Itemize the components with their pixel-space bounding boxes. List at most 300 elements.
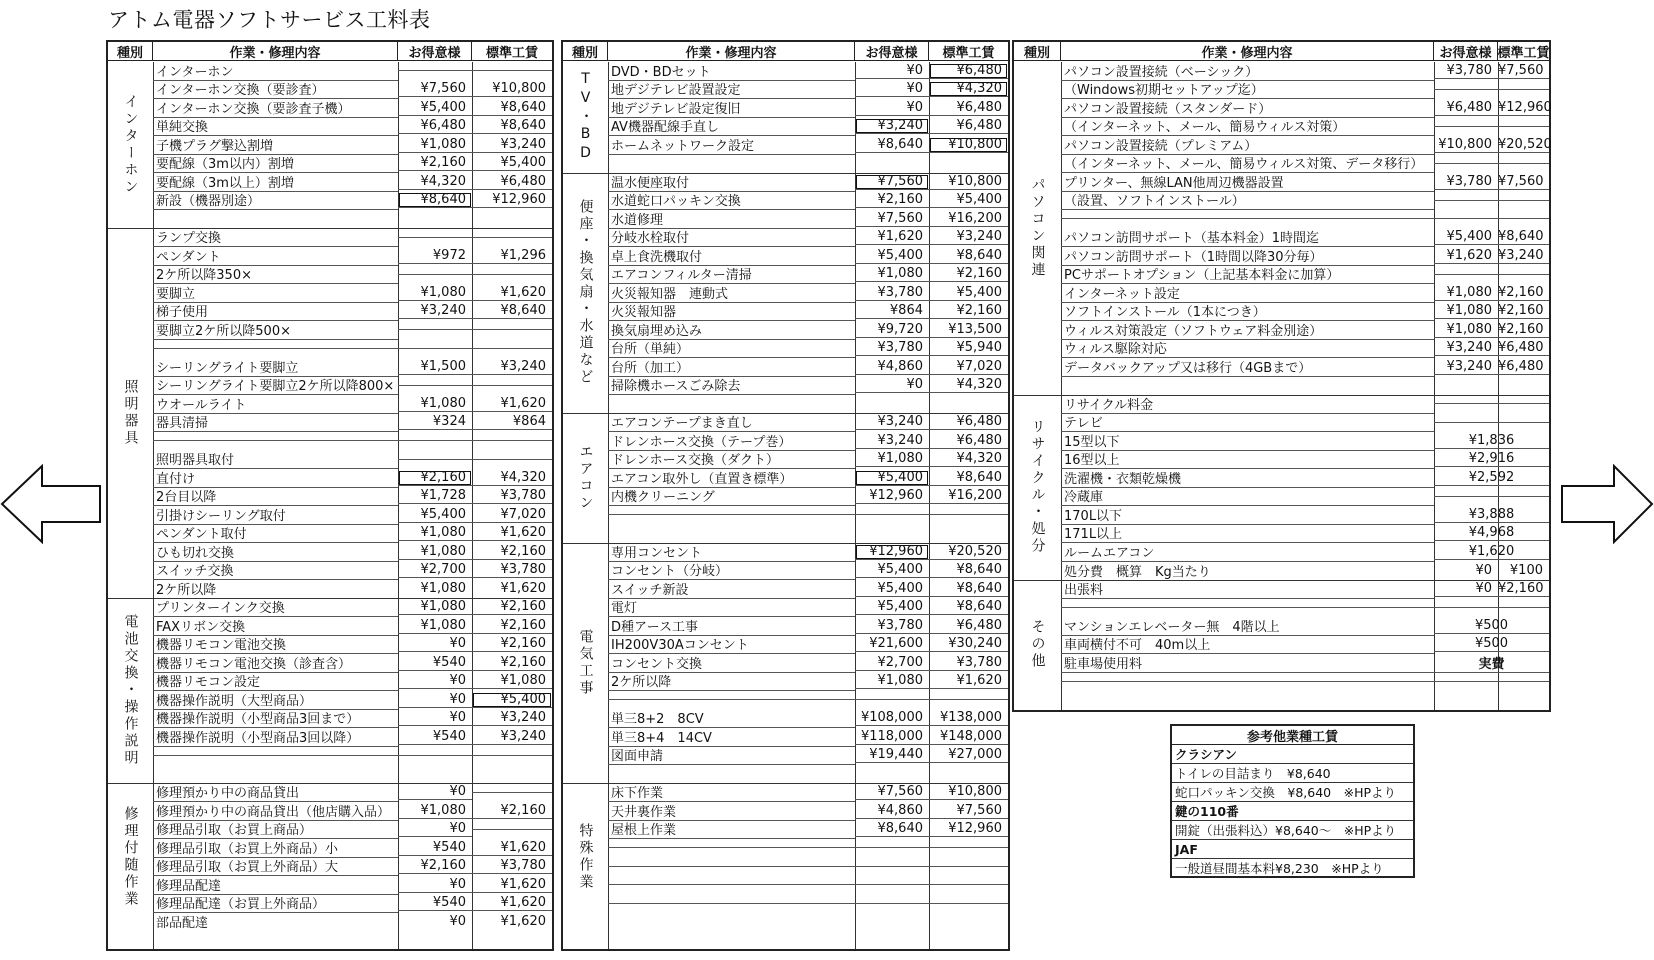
- table-body: [108, 62, 552, 950]
- reference-row: 鍵の110番: [1172, 802, 1413, 821]
- table-row: [608, 302, 1008, 321]
- table-row: [153, 617, 552, 636]
- standard-price: [472, 70, 552, 71]
- table-row: [608, 820, 1008, 839]
- service-name: （設置、ソフトインストール）: [1061, 190, 1434, 210]
- service-name: 駐車場使用料: [1061, 653, 1434, 673]
- standard-price: ¥13,500: [929, 322, 1008, 338]
- member-price: ¥324: [398, 414, 472, 430]
- member-price: ¥12,960: [855, 544, 929, 560]
- table-row: [1061, 617, 1549, 636]
- section-label: [108, 783, 153, 931]
- member-price: [1434, 126, 1498, 127]
- service-name: 地デジテレビ設置設定: [608, 79, 855, 99]
- standard-price: ¥3,780: [472, 488, 552, 504]
- section-label-text: インターホン: [122, 93, 139, 196]
- service-name: [608, 884, 855, 885]
- table-row: [608, 635, 1008, 654]
- standard-price: ¥20,520: [929, 544, 1008, 560]
- standard-price: [472, 274, 552, 275]
- member-price: ¥3,780: [1434, 63, 1498, 79]
- table-row: [153, 598, 552, 617]
- member-price: ¥540: [398, 895, 472, 911]
- member-price: ¥5,400: [855, 470, 929, 486]
- table-row: [608, 487, 1008, 506]
- header-content: 作業・修理内容: [608, 42, 855, 60]
- table-row: [153, 506, 552, 525]
- section-label: [563, 62, 608, 173]
- service-name: 170L以下: [1061, 505, 1434, 525]
- table-row: [1061, 80, 1549, 99]
- standard-price: ¥2,160: [929, 266, 1008, 282]
- header-member-price: お得意様: [398, 42, 472, 60]
- service-name: DVD・BDセット: [608, 61, 855, 81]
- table-row: [153, 876, 552, 895]
- member-price: ¥2,160: [398, 858, 472, 874]
- table-row: [1061, 154, 1549, 173]
- service-name: エアコンテープまき直し: [608, 412, 855, 432]
- table-row: [608, 265, 1008, 284]
- member-price: ¥1,080: [855, 673, 929, 689]
- table-row: [1061, 487, 1549, 506]
- service-name: 要配線（3m以上）割増: [153, 172, 398, 192]
- header-standard-price: 標準工賃: [1497, 45, 1550, 61]
- service-name: 車両横付不可 40m以上: [1061, 634, 1434, 654]
- standard-price: ¥8,640: [1498, 229, 1549, 245]
- standard-price: ¥6,480: [929, 414, 1008, 430]
- service-name: ウィルス駆除対応: [1061, 338, 1434, 358]
- member-price: ¥0: [398, 636, 472, 652]
- table-row: [1061, 62, 1549, 81]
- table-row: [1061, 210, 1549, 229]
- standard-price: ¥4,320: [929, 377, 1008, 393]
- arrow-right-icon[interactable]: [1560, 464, 1654, 544]
- price-merged: [1434, 403, 1549, 404]
- service-name: 照明器具取付: [153, 449, 398, 469]
- header-type: 種別: [1014, 42, 1061, 60]
- table-row: [153, 321, 552, 340]
- standard-price: ¥3,240: [472, 710, 552, 726]
- member-price: ¥2,160: [398, 155, 472, 171]
- standard-price: ¥1,620: [500, 914, 546, 930]
- service-name: ソフトインストール（1本につき）: [1061, 301, 1434, 321]
- table-row: [608, 876, 1008, 895]
- member-price: ¥5,400: [855, 562, 929, 578]
- standard-price: ¥3,240: [929, 229, 1008, 245]
- section: [563, 413, 1008, 544]
- member-price: ¥21,600: [855, 636, 929, 652]
- table-row: [153, 857, 552, 876]
- standard-price: [1498, 126, 1549, 127]
- member-price: [398, 459, 472, 460]
- section-label: [108, 598, 153, 783]
- price-merged: 実費: [1434, 653, 1549, 673]
- standard-price: [472, 829, 552, 830]
- standard-price: ¥2,160: [472, 803, 552, 819]
- member-price: ¥3,240: [1434, 359, 1498, 375]
- service-name: 16型以上: [1061, 449, 1434, 469]
- member-price: ¥1,080: [398, 525, 472, 541]
- section-label-text: 特殊作業: [577, 823, 594, 891]
- member-price: [855, 699, 929, 700]
- standard-price: ¥12,960: [472, 192, 552, 208]
- table-row: [153, 191, 552, 210]
- service-name: ペンダント: [153, 246, 398, 266]
- section-label: [1014, 580, 1061, 710]
- service-name: プリンターインク交換: [153, 597, 398, 617]
- table-row: [608, 506, 1008, 525]
- service-name: スイッチ新設: [608, 579, 855, 599]
- service-name: 要配線（3m以内）割増: [153, 153, 398, 173]
- member-price: ¥1,080: [855, 266, 929, 282]
- standard-price: ¥10,800: [472, 81, 552, 97]
- service-name: 修理品引取（お買上外商品）大: [153, 856, 398, 876]
- member-price: ¥1,620: [1434, 248, 1498, 264]
- section: [1014, 395, 1549, 581]
- service-name: エアコンフィルター清掃: [608, 264, 855, 284]
- member-price: ¥7,560: [855, 174, 929, 190]
- service-name: 内機クリーニング: [608, 486, 855, 506]
- table-row: [608, 432, 1008, 451]
- service-name: 出張料: [1061, 579, 1434, 599]
- standard-price: [1498, 218, 1549, 219]
- table-row: [608, 561, 1008, 580]
- section: [108, 783, 552, 931]
- table-row: [153, 376, 552, 395]
- table-row: [608, 580, 1008, 599]
- member-price: ¥1,080: [1434, 303, 1498, 319]
- service-name: 2ケ所以降350×: [153, 264, 398, 284]
- standard-price: ¥7,560: [1498, 63, 1549, 79]
- price-merged: [1434, 422, 1549, 423]
- service-name: [1061, 607, 1434, 608]
- standard-price: ¥2,160: [472, 544, 552, 560]
- member-price: ¥1,080: [398, 803, 472, 819]
- member-price: ¥5,400: [398, 100, 472, 116]
- table-row: [608, 709, 1008, 728]
- standard-price: ¥8,640: [472, 100, 552, 116]
- service-name: パソコン訪問サポート（基本料金）1時間迄: [1061, 227, 1434, 247]
- section-label-text: リサイクル・処分: [1029, 419, 1046, 555]
- member-price: ¥0: [398, 821, 472, 837]
- service-name: コンセント交換: [608, 653, 855, 673]
- member-price: ¥4,860: [855, 803, 929, 819]
- service-name: FAXリボン交換: [153, 616, 398, 636]
- table-row: [153, 265, 552, 284]
- table-row: [153, 524, 552, 543]
- table-row: [153, 469, 552, 488]
- service-name: [1061, 681, 1434, 682]
- table-row: [608, 358, 1008, 377]
- section: [563, 173, 1008, 415]
- service-name: 要脚立: [153, 283, 398, 303]
- table-row: [153, 672, 552, 691]
- standard-price: ¥6,480: [929, 100, 1008, 116]
- member-price: ¥3,240: [855, 433, 929, 449]
- standard-price: ¥6,480: [929, 618, 1008, 634]
- service-name: 冷蔵庫: [1061, 486, 1434, 506]
- service-name: ひも切れ交換: [153, 542, 398, 562]
- header-member-price: お得意様: [1434, 42, 1498, 60]
- table-row: [1061, 376, 1549, 395]
- table-row: [1061, 580, 1549, 599]
- table-row: [608, 450, 1008, 469]
- member-price: ¥4,860: [855, 359, 929, 375]
- section: [563, 62, 1008, 174]
- table-row: [608, 654, 1008, 673]
- service-name: 修理品配達（お買上外商品）: [153, 893, 398, 913]
- table-row: [153, 99, 552, 118]
- header-standard-price: 標準工賃: [942, 45, 995, 61]
- standard-price: ¥4,320: [472, 470, 552, 486]
- service-name: [608, 847, 855, 848]
- table-row: [153, 302, 552, 321]
- standard-price: ¥6,480: [929, 433, 1008, 449]
- service-name: ランプ交換: [153, 227, 398, 247]
- table-row: [153, 691, 552, 710]
- table-row: [608, 894, 1008, 913]
- table-row: [1061, 672, 1549, 691]
- table-row: [153, 284, 552, 303]
- table-row: [1061, 99, 1552, 118]
- service-name: [608, 903, 855, 904]
- service-name: 洗濯機・衣類乾燥機: [1061, 468, 1434, 488]
- service-name: 天井裏作業: [608, 801, 855, 821]
- service-name: 台所（単純）: [608, 338, 855, 358]
- table-row: [153, 80, 552, 99]
- section: [1014, 580, 1549, 710]
- table-row: [608, 117, 1008, 136]
- table-row: [608, 62, 1008, 81]
- standard-price: ¥138,000: [929, 710, 1008, 726]
- member-price: ¥1,080: [1434, 285, 1498, 301]
- standard-price: ¥12,960: [929, 821, 1008, 837]
- service-name: 火災報知器 連動式: [608, 283, 855, 303]
- service-name: [608, 514, 855, 515]
- standard-price: ¥1,080: [472, 673, 552, 689]
- standard-price: ¥27,000: [929, 747, 1008, 763]
- price-merged: ¥3,888: [1434, 507, 1549, 523]
- standard-price: ¥6,480: [929, 63, 1008, 79]
- standard-price: ¥1,620: [472, 285, 552, 301]
- service-name: [153, 348, 398, 349]
- service-name: （インターネット、メール、簡易ウィルス対策）: [1061, 116, 1434, 136]
- service-name: シーリングライト要脚立: [153, 357, 398, 377]
- price-merged: ¥4,968: [1434, 525, 1549, 541]
- service-name: 2ケ所以降: [608, 671, 855, 691]
- table-row: [153, 746, 552, 765]
- table-row: [1061, 173, 1549, 192]
- standard-price: ¥1,620: [472, 396, 552, 412]
- price-merged: ¥1,620: [1434, 544, 1549, 560]
- price-merged: ¥500: [1434, 618, 1549, 634]
- table-row: [153, 173, 552, 192]
- member-price: ¥1,728: [398, 488, 472, 504]
- header-member-price: お得意様: [855, 42, 929, 60]
- service-name: 台所（加工）: [608, 357, 855, 377]
- member-price: ¥0: [855, 100, 929, 116]
- member-price: ¥10,800: [1434, 137, 1498, 153]
- standard-price: [929, 884, 1008, 885]
- member-price: [1434, 89, 1498, 90]
- standard-price: ¥4,320: [929, 451, 1008, 467]
- member-price: ¥8,640: [855, 821, 929, 837]
- standard-price: [472, 348, 552, 349]
- section-label-text: その他: [1029, 618, 1046, 670]
- table-row: [153, 765, 552, 784]
- standard-price: ¥10,800: [929, 137, 1008, 153]
- standard-price: [472, 385, 552, 386]
- member-price: ¥0: [398, 692, 472, 708]
- section: [108, 62, 552, 230]
- member-price: ¥0: [398, 673, 472, 689]
- table-row: [1061, 654, 1549, 673]
- table-body: [1014, 62, 1552, 711]
- member-price: ¥2,160: [398, 470, 472, 486]
- standard-price: ¥8,640: [472, 303, 552, 319]
- service-name: 分岐水栓取付: [608, 227, 855, 247]
- member-price: [1434, 200, 1498, 201]
- service-name: 修理品引取（お買上商品）: [153, 819, 398, 839]
- service-name: 修理預かり中の商品貸出: [153, 782, 398, 802]
- service-name: 新設（機器別途）: [153, 190, 398, 210]
- member-price: ¥3,780: [855, 618, 929, 634]
- table-row: [153, 820, 552, 839]
- member-price: [398, 440, 472, 441]
- table-row: [153, 487, 552, 506]
- service-name: AV機器配線手直し: [608, 116, 855, 136]
- member-price: ¥1,080: [398, 599, 472, 615]
- member-price: ¥3,240: [398, 303, 472, 319]
- service-name: リサイクル料金: [1061, 394, 1434, 414]
- standard-price: [1498, 681, 1549, 682]
- price-table-left: [106, 40, 554, 951]
- member-price: ¥7,560: [855, 211, 929, 227]
- table-row: [153, 247, 552, 266]
- reference-row: クラシアン: [1172, 745, 1413, 764]
- table-row: [1061, 598, 1549, 617]
- service-name: 換気扇埋め込み: [608, 320, 855, 340]
- table-row: [153, 709, 552, 728]
- header-content: 作業・修理内容: [1061, 42, 1434, 60]
- member-price: [855, 514, 929, 515]
- table-row: [153, 413, 552, 432]
- standard-price: ¥6,480: [472, 174, 552, 190]
- member-price: [1434, 607, 1498, 608]
- table-row: [608, 376, 1008, 395]
- service-name: [153, 440, 398, 441]
- standard-price: [1498, 607, 1549, 608]
- standard-price: [1498, 274, 1549, 275]
- member-price: [398, 274, 472, 275]
- table-row: [608, 746, 1008, 765]
- service-name: 単三8+4 14CV: [608, 727, 855, 747]
- service-name: IH200V30Aコンセント: [608, 634, 855, 654]
- member-price: ¥12,960: [855, 488, 929, 504]
- member-price: ¥0: [398, 710, 472, 726]
- standard-price: ¥2,160: [472, 599, 552, 615]
- table-row: [153, 580, 552, 599]
- service-name: ウィルス対策設定（ソフトウェア料金別途）: [1061, 320, 1434, 340]
- standard-price: ¥7,560: [929, 803, 1008, 819]
- member-price: ¥1,080: [398, 544, 472, 560]
- standard-price: [929, 699, 1008, 700]
- service-name: [1061, 218, 1434, 219]
- service-name: 梯子使用: [153, 301, 398, 321]
- member-price: [398, 385, 472, 386]
- table-row: [608, 154, 1008, 173]
- service-name: パソコン訪問サポート（1時間以降30分毎）: [1061, 246, 1434, 266]
- standard-price: [472, 792, 552, 793]
- standard-price: ¥2,160: [929, 303, 1008, 319]
- arrow-left-icon[interactable]: [0, 464, 102, 544]
- service-name: コンセント（分岐）: [608, 560, 855, 580]
- table-row: [153, 117, 552, 136]
- member-price: ¥1,080: [398, 285, 472, 301]
- standard-price: ¥3,240: [1498, 248, 1549, 264]
- service-name: 15型以下: [1061, 431, 1434, 451]
- member-price: ¥19,440: [855, 747, 929, 763]
- reference-row: トイレの目詰まり ¥8,640: [1172, 764, 1413, 783]
- member-price: ¥540: [398, 840, 472, 856]
- service-name: 水道蛇口パッキン交換: [608, 190, 855, 210]
- standard-price: [1498, 163, 1549, 164]
- standard-price: ¥7,020: [472, 507, 552, 523]
- standard-price: ¥8,640: [929, 599, 1008, 615]
- section-label-text: 電気工事: [577, 628, 594, 697]
- standard-price: ¥3,240: [472, 729, 552, 745]
- member-price: [1434, 274, 1498, 275]
- service-name: パソコン設置接続（プレミアム）: [1061, 135, 1434, 155]
- reference-row: JAF: [1172, 840, 1413, 859]
- service-name: インターホン: [153, 61, 398, 81]
- table-row: [608, 913, 1008, 932]
- table-row: [153, 358, 552, 377]
- standard-price: ¥16,200: [929, 211, 1008, 227]
- table-row: [1061, 321, 1549, 340]
- table-row: [608, 413, 1008, 432]
- member-price: ¥1,080: [855, 451, 929, 467]
- standard-price: ¥8,640: [929, 562, 1008, 578]
- table-row: [153, 635, 552, 654]
- standard-price: ¥6,480: [929, 118, 1008, 134]
- table-row: [608, 321, 1008, 340]
- member-price: ¥3,780: [1434, 174, 1498, 190]
- price-merged: ¥2,592: [1434, 470, 1549, 486]
- member-price: ¥0: [855, 377, 929, 393]
- standard-price: ¥1,620: [500, 581, 546, 597]
- price-table-right: [1012, 40, 1551, 712]
- member-price: [855, 903, 929, 904]
- member-price: ¥1,080: [398, 396, 472, 412]
- price-merged: ¥2,916: [1434, 451, 1549, 467]
- member-price: ¥864: [855, 303, 929, 319]
- section-label: [108, 62, 153, 229]
- service-name: エアコン取外し（直置き標準）: [608, 468, 855, 488]
- member-price: ¥540: [398, 729, 472, 745]
- section: [1014, 62, 1552, 396]
- member-price: ¥1,080: [398, 137, 472, 153]
- member-price: ¥5,400: [855, 248, 929, 264]
- table-row: [1061, 247, 1549, 266]
- member-price: ¥3,780: [855, 340, 929, 356]
- standard-price: [929, 514, 1008, 515]
- reference-row: 蛇口パッキン交換 ¥8,640 ※HPより: [1172, 783, 1413, 802]
- table-row: [1061, 561, 1549, 580]
- standard-price: ¥8,640: [929, 470, 1008, 486]
- service-name: インターホン交換（要診査）: [153, 79, 398, 99]
- service-name: テレビ: [1061, 412, 1434, 432]
